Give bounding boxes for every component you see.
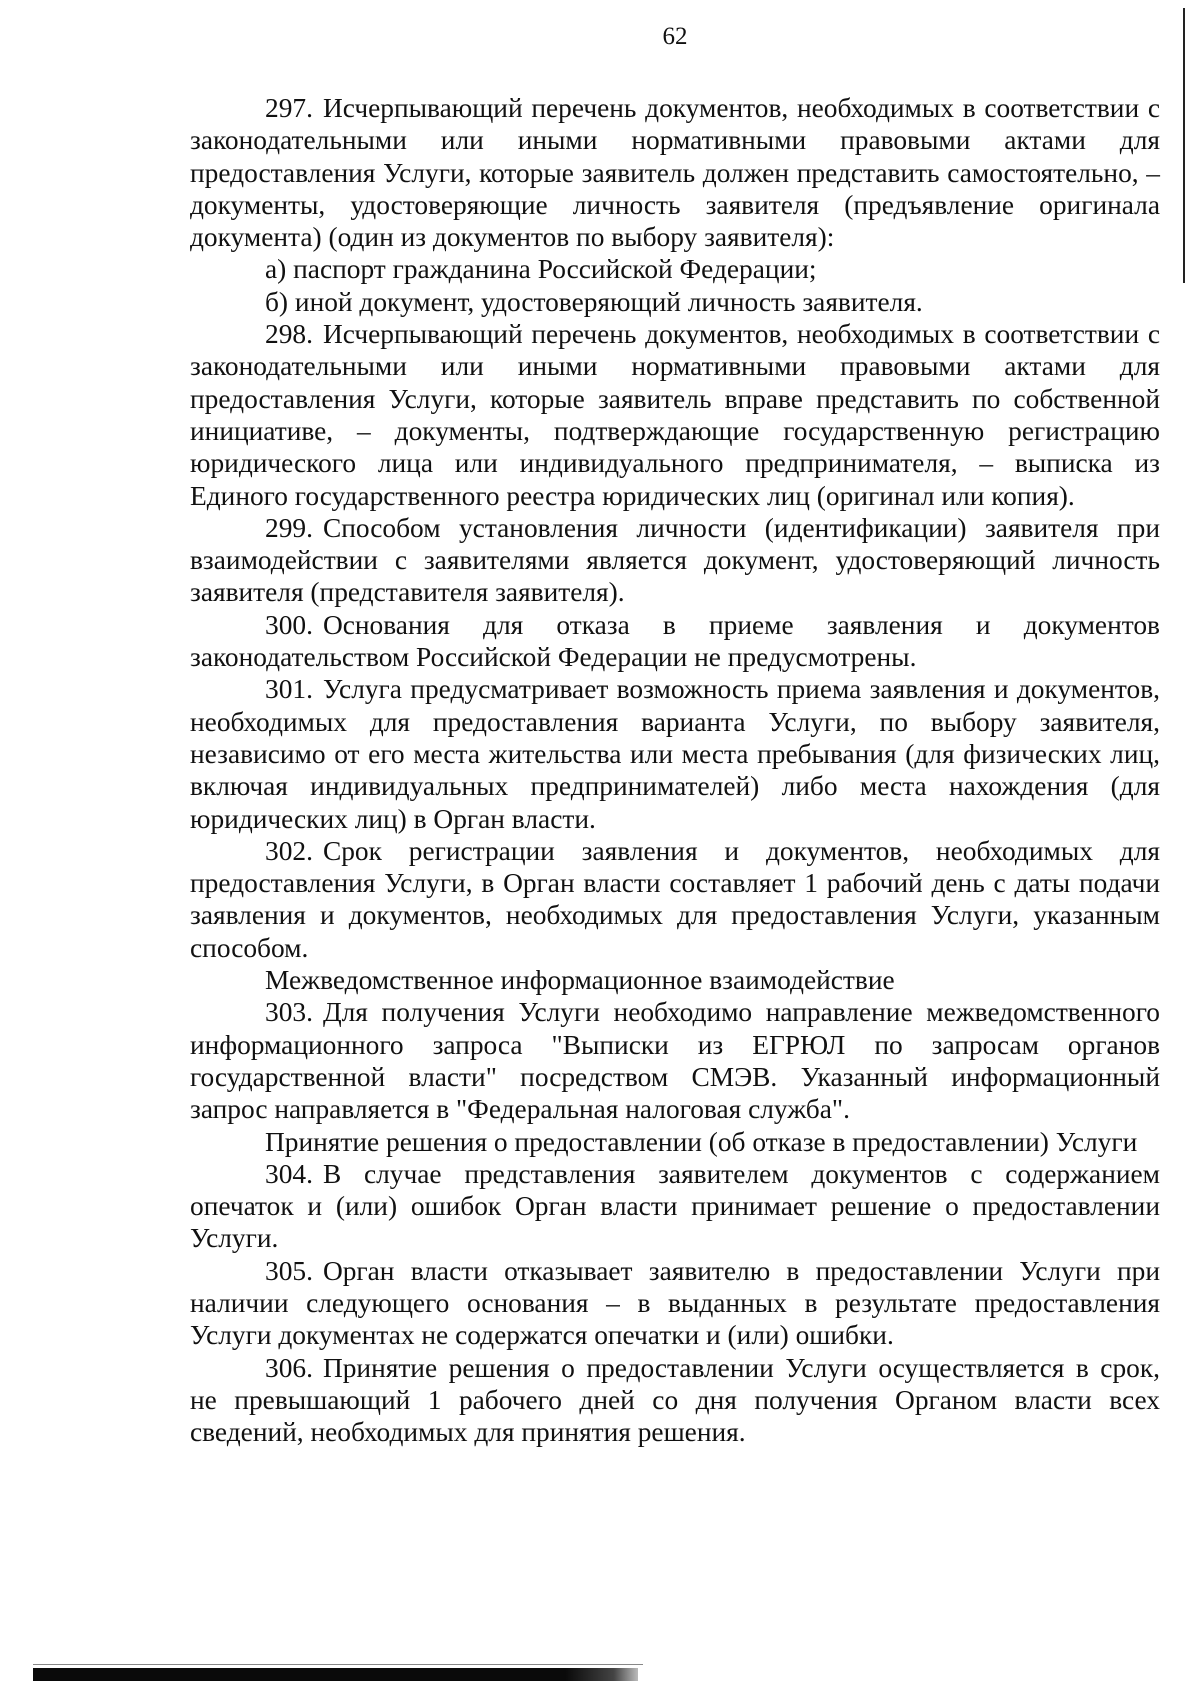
paragraph-text: Исчерпывающий перечень документов, необходимых в соответствии с законодательными или иными нормативными правовыми актами для предоставления Услуги, которые заявитель вправе представить по собственной инициативе, – документы, подтверждающие государственную регистрацию юридического лица или индивидуального предпринимателя, – выписка из Единого государственного реестра юридических лиц (оригинал или копия). [190,319,1160,511]
paragraph-number: 301. [265,674,313,705]
document-body [190,92,1160,1448]
section-heading-interagency [190,964,1160,996]
paragraph-301 [190,673,1160,834]
paragraph-300 [190,609,1160,674]
paragraph-299 [190,512,1160,609]
scan-edge-bar [33,1668,638,1681]
paragraph-number: 305. [265,1255,313,1286]
paragraph-text: В случае представления заявителем документов с содержанием опечаток и (или) ошибок Орган власти принимает решение о предоставлении Услуги. [190,1158,1160,1254]
paragraph-297 [190,92,1160,253]
paragraph-number: 300. [265,609,313,640]
paragraph-text: Основания для отказа в приеме заявления и документов законодательством Российской Федерации не предусмотрены. [190,609,1160,673]
paragraph-text: Исчерпывающий перечень документов, необходимых в соответствии с законодательными или иными нормативными правовыми актами для предоставления Услуги, которые заявитель должен представить самостоятельно, – документы, удостоверяющие личность заявителя (предъявление оригинала документа) (один из документов по выбору заявителя): [190,93,1160,253]
paragraph-306 [190,1352,1160,1449]
page-number: 62 [662,23,688,50]
paragraph-303 [190,996,1160,1125]
paragraph-number: 302. [265,835,313,866]
section-heading-text: Принятие решения о предоставлении (об отказе в предоставлении) Услуги [265,1126,1138,1157]
paragraph-number: 306. [265,1352,313,1383]
paragraph-number: 304. [265,1158,313,1189]
paragraph-number: 299. [265,512,313,543]
paragraph-number: 298. [265,319,313,350]
section-heading-decision [190,1126,1160,1158]
list-item-a [190,253,1160,285]
paragraph-302 [190,835,1160,964]
paragraph-298 [190,318,1160,512]
paragraph-305 [190,1255,1160,1352]
paragraph-text: Для получения Услуги необходимо направление межведомственного информационного запроса "Выписки из ЕГРЮЛ по запросам органов государственной власти" посредством СМЭВ. Указанный информационный запрос направляется в "Федеральная налоговая служба". [190,997,1160,1125]
section-heading-text: Межведомственное информационное взаимодействие [265,965,895,996]
paragraph-text: а) паспорт гражданина Российской Федерации; [265,254,817,285]
paragraph-number: 303. [265,997,313,1028]
paragraph-number: 297. [265,93,313,123]
paragraph-304 [190,1158,1160,1255]
paragraph-text: Принятие решения о предоставлении Услуги осуществляется в срок, не превышающий 1 рабочего дней со дня получения Органом власти всех сведений, необходимых для принятия решения. [190,1352,1160,1448]
paragraph-text: Орган власти отказывает заявителю в предоставлении Услуги при наличии следующего основания – в выданных в результате предоставления Услуги документах не содержатся опечатки и (или) ошибки. [190,1255,1160,1351]
paragraph-text: Способом установления личности (идентификации) заявителя при взаимодействии с заявителями является документ, удостоверяющий личность заявителя (представителя заявителя). [190,512,1160,608]
paragraph-text: Услуга предусматривает возможность приема заявления и документов, необходимых для предоставления варианта Услуги, по выбору заявителя, независимо от его места жительства или места пребывания (для физических лиц, включая индивидуальных предпринимателей) либо места нахождения (для юридических лиц) в Орган власти. [190,674,1160,834]
list-item-b [190,286,1160,318]
scan-edge-line [33,1664,643,1665]
paragraph-text: б) иной документ, удостоверяющий личность заявителя. [265,286,923,317]
paragraph-text: Срок регистрации заявления и документов, необходимых для предоставления Услуги, в Орган власти составляет 1 рабочий день с даты подачи заявления и документов, необходимых для предоставления Услуги, указанным способом. [190,835,1160,963]
margin-rule [1183,8,1185,283]
